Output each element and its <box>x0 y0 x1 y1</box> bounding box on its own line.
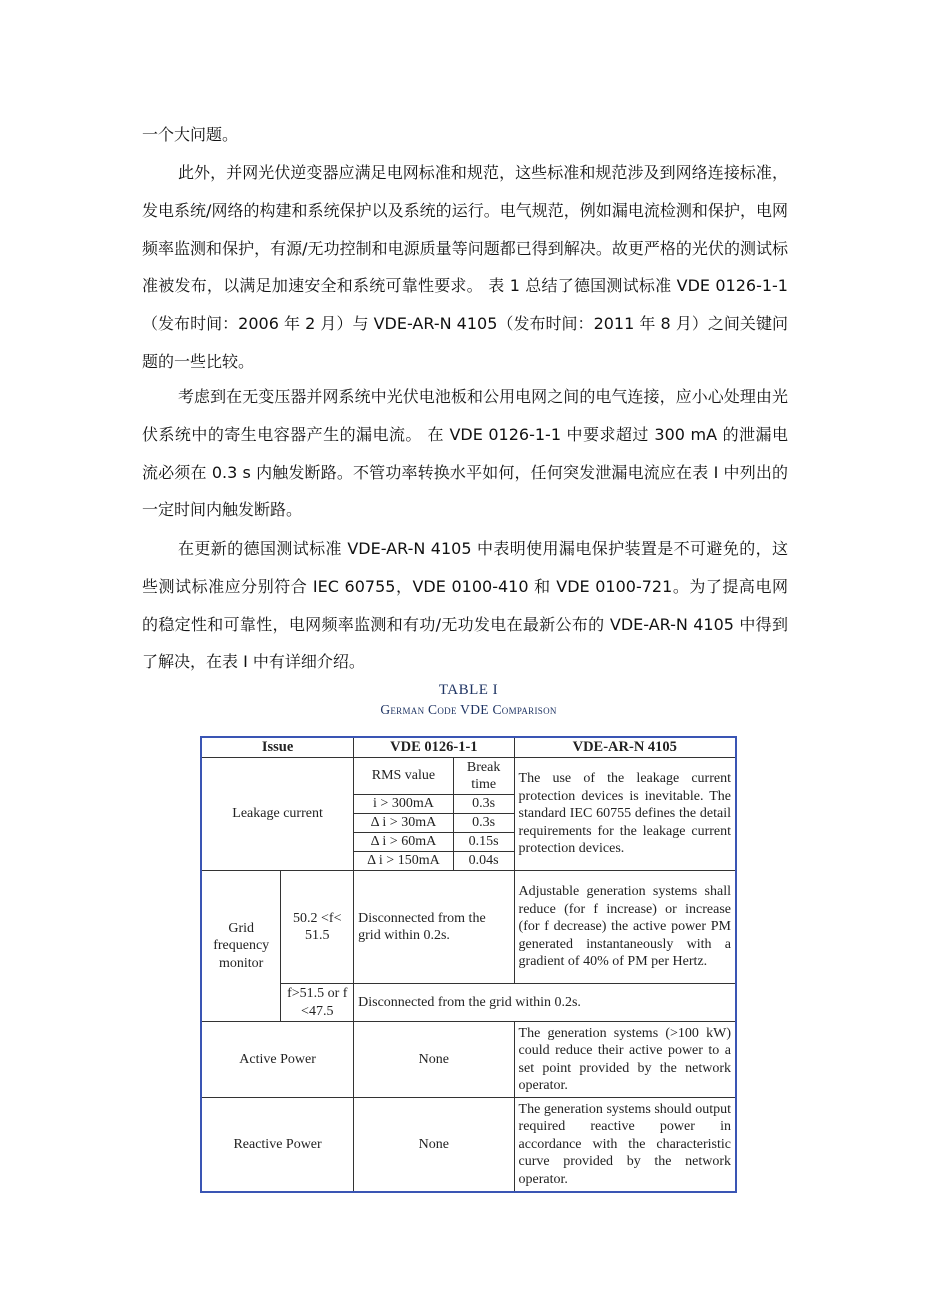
reactive-power-label: Reactive Power <box>201 1098 354 1192</box>
active-power-vde4105: The generation systems (>100 kW) could reduce their active power to a set point provided by the network operator. <box>514 1022 736 1098</box>
break-time-header: Break time <box>453 758 514 795</box>
vde-comparison-table <box>200 736 737 1193</box>
grid-row-1 <box>201 871 736 984</box>
paragraph-3-text: 考虑到在无变压器并网系统中光伏电池板和公用电网之间的电气连接，应小心处理由光伏系统中的寄生电容器产生的漏电流。 在 VDE 0126-1-1 中要求超过 300 mA 的泄漏电流必须在 0.3 s 内触发断路。不管功率转换水平如何，任何突发泄漏电流应在表 I 中列出的一定时间内触发断路。 <box>142 387 788 520</box>
grid-range-2: f>51.5 or f <47.5 <box>281 984 354 1022</box>
grid-frequency-label: Grid frequency monitor <box>201 871 281 1022</box>
leakage-time-cell: 0.15s <box>453 833 514 852</box>
leakage-rms-cell: Δ i > 30mA <box>354 814 454 833</box>
rms-value-header: RMS value <box>354 758 454 795</box>
reactive-power-row <box>201 1098 736 1192</box>
leakage-label: Leakage current <box>201 758 354 871</box>
table-caption-title: TABLE I <box>438 682 499 698</box>
paragraph-2-text: 此外，并网光伏逆变器应满足电网标准和规范，这些标准和规范涉及到网络连接标准，发电系统/网络的构建和系统保护以及系统的运行。电气规范，例如漏电流检测和保护，电网频率监测和保护，有源/无功控制和电源质量等问题都已得到解决。故更严格的光伏的测试标准被发布，以满足加速安全和系统可靠性要求。 表 1 总结了德国测试标准 VDE 0126-1-1（发布时间：2006 年 2 月）与 VDE-AR-N 4105（发布时间：2011 年 8 月）之间关键问题的一些比较。 <box>142 163 788 371</box>
leakage-vde4105: The use of the leakage current protection devices is inevitable. The standard IEC 60755 defines the detail requirements for the leakage current protection devices. <box>514 758 736 871</box>
header-vde0126: VDE 0126-1-1 <box>354 737 514 758</box>
grid-range-2-both: Disconnected from the grid within 0.2s. <box>354 984 736 1022</box>
active-power-row <box>201 1022 736 1098</box>
paragraph-1-text: 一个大问题。 <box>142 125 239 144</box>
paragraph-3 <box>142 378 788 529</box>
reactive-power-vde4105: The generation systems should output required reactive power in accordance with the characteristic curve provided by the network operator. <box>514 1098 736 1192</box>
table-caption-subtitle: German Code VDE Comparison <box>380 702 557 717</box>
header-issue: Issue <box>201 737 354 758</box>
reactive-power-vde0126: None <box>354 1098 514 1192</box>
leakage-time-cell: 0.3s <box>453 795 514 814</box>
header-vde4105: VDE-AR-N 4105 <box>514 737 736 758</box>
leakage-time-cell: 0.3s <box>453 814 514 833</box>
leakage-rms-cell: Δ i > 150mA <box>354 852 454 871</box>
active-power-label: Active Power <box>201 1022 354 1098</box>
paragraph-1 <box>142 116 788 154</box>
grid-range-1: 50.2 <f< 51.5 <box>281 871 354 984</box>
leakage-row-header <box>201 758 736 795</box>
grid-range-1-vde0126: Disconnected from the grid within 0.2s. <box>354 871 514 984</box>
leakage-rms-cell: Δ i > 60mA <box>354 833 454 852</box>
grid-range-1-vde4105: Adjustable generation systems shall reduce (for f increase) or increase (for f decrease) the active power PM generated instantaneously with a gradient of 40% of PM per Hertz. <box>514 871 736 984</box>
leakage-rms-cell: i > 300mA <box>354 795 454 814</box>
table-header-row <box>201 737 736 758</box>
leakage-time-cell: 0.04s <box>453 852 514 871</box>
active-power-vde0126: None <box>354 1022 514 1098</box>
paragraph-4 <box>142 530 788 681</box>
grid-row-2 <box>201 984 736 1022</box>
paragraph-4-text: 在更新的德国测试标准 VDE-AR-N 4105 中表明使用漏电保护装置是不可避免的，这些测试标准应分别符合 IEC 60755，VDE 0100-410 和 VDE 0100-721。为了提高电网的稳定性和可靠性，电网频率监测和有功/无功发电在最新公布的 VDE-AR-N 4105 中得到了解决，在表 I 中有详细介绍。 <box>142 539 788 672</box>
paragraph-2 <box>142 154 788 381</box>
